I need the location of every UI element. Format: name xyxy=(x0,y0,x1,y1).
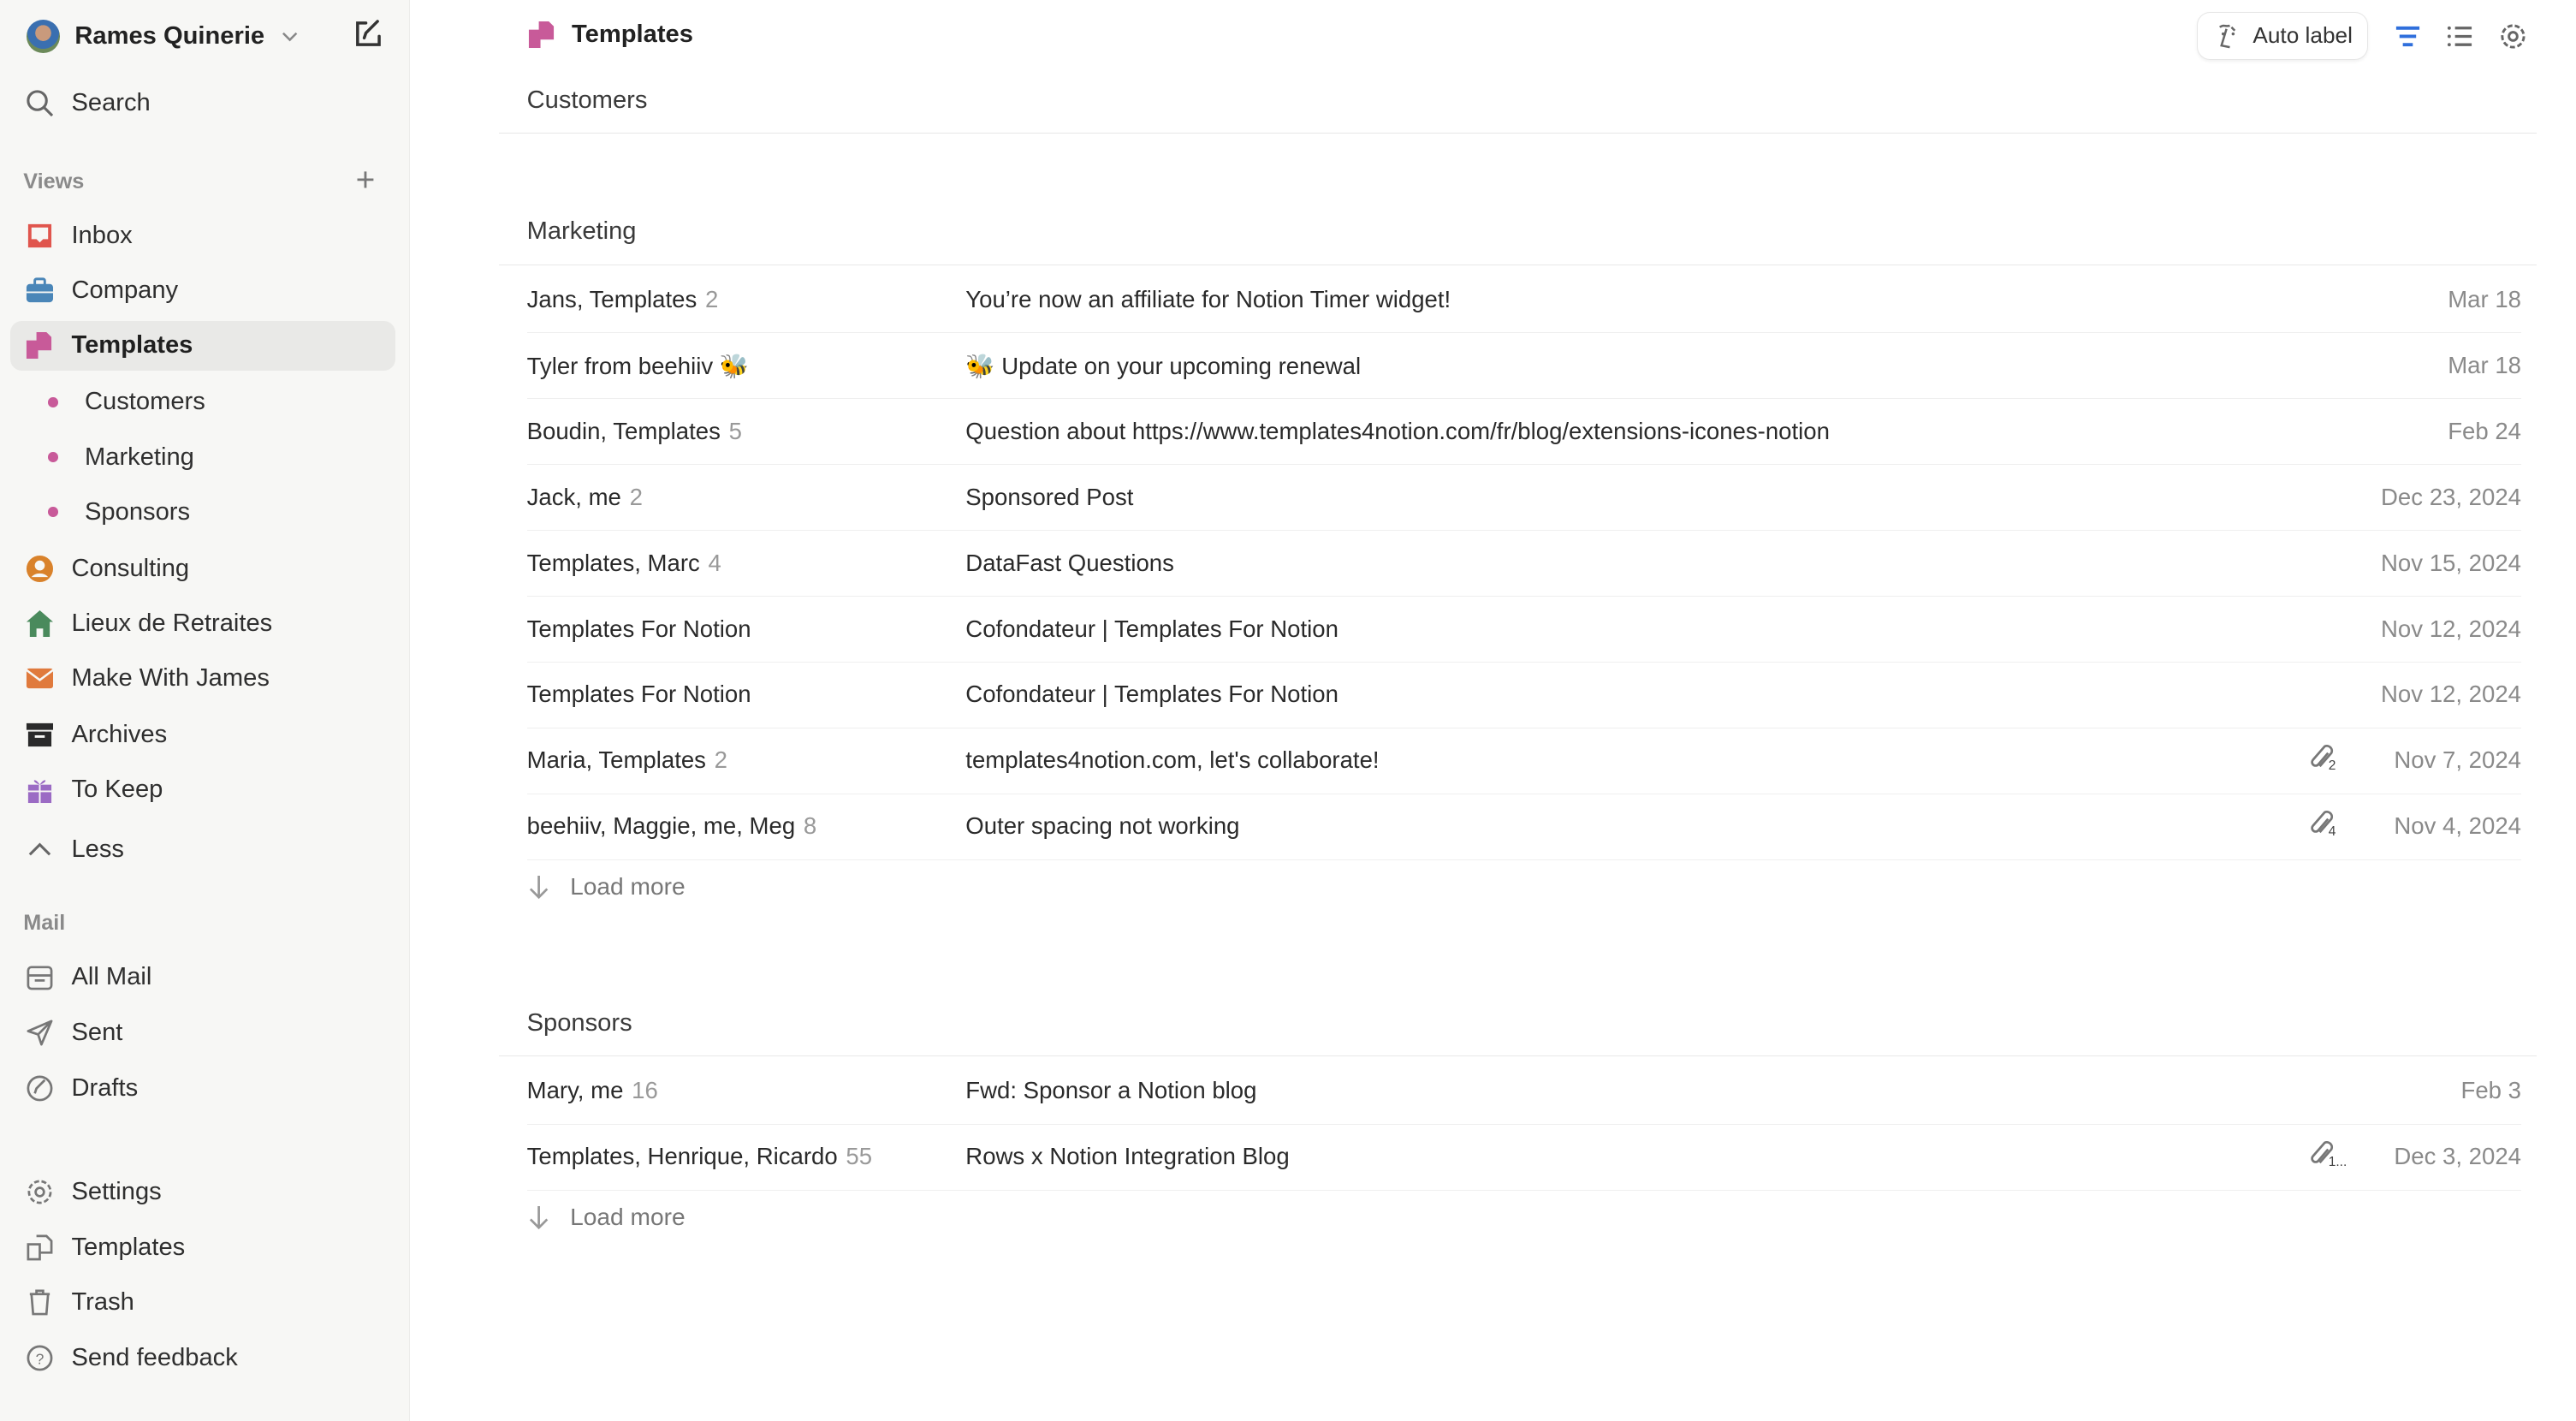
bullet-dot xyxy=(48,397,58,407)
sidebar-item-all-mail-label: All Mail xyxy=(71,963,152,991)
avatar xyxy=(27,20,60,53)
send-icon xyxy=(23,1016,56,1049)
sidebar-item-send-feedback-label: Send feedback xyxy=(71,1343,238,1371)
sender xyxy=(527,681,751,708)
subject: Outer spacing not working xyxy=(965,812,1240,840)
sidebar-item-drafts[interactable] xyxy=(10,1063,396,1113)
arrow-down-icon xyxy=(527,874,550,901)
sender xyxy=(527,746,727,774)
load-more-button[interactable] xyxy=(527,1204,686,1231)
table-row[interactable] xyxy=(527,597,2521,663)
archive-icon xyxy=(23,718,56,752)
sidebar xyxy=(0,0,410,1421)
search-label: Search xyxy=(71,88,151,116)
sidebar-item-customers[interactable] xyxy=(10,378,396,427)
date: Feb 24 xyxy=(2448,417,2521,444)
group-header-marketing[interactable]: Marketing xyxy=(499,217,2537,265)
chevron-up-icon xyxy=(23,833,56,866)
bullet-dot xyxy=(48,452,58,462)
subject: Rows x Notion Integration Blog xyxy=(965,1143,1290,1170)
sender-names: Jack, me xyxy=(526,483,621,510)
templates-outline-icon xyxy=(23,1231,56,1264)
gift-icon xyxy=(23,773,56,806)
thread-count: 16 xyxy=(632,1077,658,1104)
sidebar-item-marketing[interactable] xyxy=(10,432,396,482)
drafts-icon xyxy=(23,1072,56,1105)
date: Nov 15, 2024 xyxy=(2381,549,2521,576)
table-row[interactable] xyxy=(527,1125,2521,1191)
sender-names: Templates, Marc xyxy=(526,549,700,576)
sidebar-item-sponsors-label: Sponsors xyxy=(85,497,191,526)
svg-text:?: ? xyxy=(35,1350,45,1368)
date: Dec 23, 2024 xyxy=(2381,483,2521,510)
subject: You’re now an affiliate for Notion Timer widget! xyxy=(965,286,1451,313)
load-more-button[interactable] xyxy=(527,873,686,901)
sender-names: Templates For Notion xyxy=(526,615,751,642)
sidebar-item-inbox[interactable] xyxy=(10,211,396,261)
views-heading: Views xyxy=(23,169,85,194)
thread-count: 4 xyxy=(708,549,721,576)
table-row[interactable] xyxy=(527,1059,2521,1125)
all-mail-icon xyxy=(23,960,56,994)
sidebar-item-lieux-de-retraites[interactable] xyxy=(10,598,396,648)
table-row[interactable] xyxy=(527,531,2521,597)
subject: Cofondateur | Templates For Notion xyxy=(965,615,1338,642)
arrow-down-icon xyxy=(527,1204,550,1231)
sidebar-item-company-label: Company xyxy=(71,276,179,305)
date: Mar 18 xyxy=(2448,351,2521,378)
thread-count: 5 xyxy=(728,417,742,444)
sidebar-item-less[interactable] xyxy=(10,824,396,874)
compose-icon[interactable] xyxy=(353,20,383,50)
sidebar-item-less-label: Less xyxy=(71,835,124,863)
subject: Sponsored Post xyxy=(965,483,1134,510)
thread-count: 55 xyxy=(846,1143,873,1170)
date: Nov 4, 2024 xyxy=(2394,812,2521,840)
sender xyxy=(527,286,719,313)
thread-count: 2 xyxy=(704,286,719,313)
load-more-label: Load more xyxy=(570,873,686,901)
attachment-count: 1... xyxy=(2328,1154,2347,1169)
add-view-icon[interactable]: + xyxy=(355,162,376,199)
sidebar-item-send-feedback[interactable] xyxy=(10,1333,396,1382)
date: Nov 12, 2024 xyxy=(2381,615,2521,642)
mail-heading: Mail xyxy=(23,911,66,936)
sidebar-item-templates-footer-label: Templates xyxy=(71,1233,186,1261)
sender xyxy=(527,484,643,511)
attachment-count: 2 xyxy=(2328,758,2336,773)
account-name: Rames Quinerie xyxy=(74,22,265,51)
group-header-sponsors[interactable]: Sponsors xyxy=(499,1009,2537,1056)
table-row[interactable] xyxy=(527,268,2521,334)
subject: 🐝 Update on your upcoming renewal xyxy=(965,352,1362,379)
attachment-icon xyxy=(2308,1139,2345,1173)
sidebar-item-trash[interactable] xyxy=(10,1278,396,1328)
sidebar-item-marketing-label: Marketing xyxy=(85,443,194,471)
table-row[interactable] xyxy=(527,663,2521,728)
sidebar-item-templates-footer[interactable] xyxy=(10,1222,396,1272)
sender xyxy=(527,1143,872,1170)
table-row[interactable] xyxy=(527,399,2521,465)
person-icon xyxy=(23,552,56,586)
date: Nov 12, 2024 xyxy=(2381,681,2521,708)
sidebar-item-templates[interactable] xyxy=(10,321,396,371)
auto-label-icon xyxy=(2215,22,2241,49)
list-view-icon[interactable] xyxy=(2445,21,2475,51)
sidebar-item-make-with-james-label: Make With James xyxy=(71,663,270,692)
sidebar-item-sponsors[interactable] xyxy=(10,487,396,537)
sidebar-item-templates-label: Templates xyxy=(71,331,193,360)
sender xyxy=(527,352,750,380)
house-icon xyxy=(23,607,56,640)
sidebar-item-archives-label: Archives xyxy=(71,720,168,748)
sidebar-item-drafts-label: Drafts xyxy=(71,1073,139,1102)
date: Nov 7, 2024 xyxy=(2394,746,2521,774)
sidebar-item-customers-label: Customers xyxy=(85,388,205,416)
account-switcher[interactable] xyxy=(27,20,300,53)
sender-names: Boudin, Templates xyxy=(526,417,721,444)
date: Dec 3, 2024 xyxy=(2394,1143,2521,1170)
templates-icon xyxy=(23,330,56,363)
subject: Fwd: Sponsor a Notion blog xyxy=(965,1077,1257,1104)
group-header-customers[interactable]: Customers xyxy=(499,86,2537,134)
sidebar-item-settings-label: Settings xyxy=(71,1177,162,1205)
inbox-icon xyxy=(23,219,56,253)
table-row[interactable] xyxy=(527,794,2521,860)
load-more-label: Load more xyxy=(570,1204,686,1231)
table-row[interactable] xyxy=(527,728,2521,794)
sender-names: Templates, Henrique, Ricardo xyxy=(526,1143,838,1170)
attachment-icon xyxy=(2308,743,2345,776)
sender xyxy=(527,615,751,643)
sender xyxy=(527,550,721,577)
sidebar-item-make-with-james[interactable] xyxy=(10,653,396,703)
templates-icon xyxy=(527,20,557,50)
sidebar-item-sent-label: Sent xyxy=(71,1019,123,1047)
sidebar-item-company[interactable] xyxy=(10,266,396,316)
auto-label-button[interactable]: Auto label xyxy=(2197,12,2368,60)
date: Feb 3 xyxy=(2460,1077,2521,1104)
briefcase-icon xyxy=(23,274,56,307)
thread-count: 2 xyxy=(714,746,728,774)
gear-icon[interactable] xyxy=(2498,21,2528,51)
chevron-down-icon xyxy=(280,27,300,46)
main-panel xyxy=(411,0,2576,1421)
sidebar-item-archives[interactable] xyxy=(10,710,396,759)
filter-icon[interactable] xyxy=(2393,21,2423,51)
bullet-dot xyxy=(48,507,58,517)
sidebar-item-inbox-label: Inbox xyxy=(71,222,133,250)
sidebar-item-consulting[interactable] xyxy=(10,544,396,593)
gear-icon xyxy=(23,1175,56,1209)
trash-icon xyxy=(23,1286,56,1319)
attachment-count: 4 xyxy=(2328,823,2336,839)
sidebar-item-lieux-de-retraites-label: Lieux de Retraites xyxy=(71,609,273,637)
help-icon xyxy=(23,1341,56,1375)
attachment-icon xyxy=(2308,809,2345,842)
sidebar-item-sent[interactable] xyxy=(10,1008,396,1057)
subject: templates4notion.com, let's collaborate! xyxy=(965,746,1380,774)
sender-names: beehiiv, Maggie, me, Meg xyxy=(526,812,796,840)
sidebar-item-consulting-label: Consulting xyxy=(71,554,190,582)
table-row[interactable] xyxy=(527,334,2521,400)
date: Mar 18 xyxy=(2448,286,2521,313)
search-button[interactable] xyxy=(10,78,396,128)
sender-names: Templates For Notion xyxy=(526,681,751,708)
sidebar-item-to-keep-label: To Keep xyxy=(71,775,163,803)
subject: DataFast Questions xyxy=(965,549,1174,576)
thread-count: 2 xyxy=(629,483,643,510)
sidebar-item-all-mail[interactable] xyxy=(10,953,396,1002)
thread-count: 8 xyxy=(803,812,817,840)
sender-names: Maria, Templates xyxy=(526,746,706,774)
sender-names: Tyler from beehiiv 🐝 xyxy=(526,352,750,379)
sender-names: Jans, Templates xyxy=(526,286,697,313)
page-title: Templates xyxy=(527,20,693,50)
sender xyxy=(527,812,817,840)
sender xyxy=(527,418,742,445)
search-icon xyxy=(23,86,56,120)
subject: Cofondateur | Templates For Notion xyxy=(965,681,1338,708)
table-row[interactable] xyxy=(527,465,2521,531)
sidebar-item-settings[interactable] xyxy=(10,1167,396,1216)
envelope-icon xyxy=(23,662,56,695)
sender xyxy=(527,1077,658,1104)
sender-names: Mary, me xyxy=(526,1077,624,1104)
subject: Question about https://www.templates4notion.com/fr/blog/extensions-icones-notion xyxy=(965,417,1830,444)
sidebar-item-to-keep[interactable] xyxy=(10,764,396,814)
sidebar-item-trash-label: Trash xyxy=(71,1288,134,1317)
